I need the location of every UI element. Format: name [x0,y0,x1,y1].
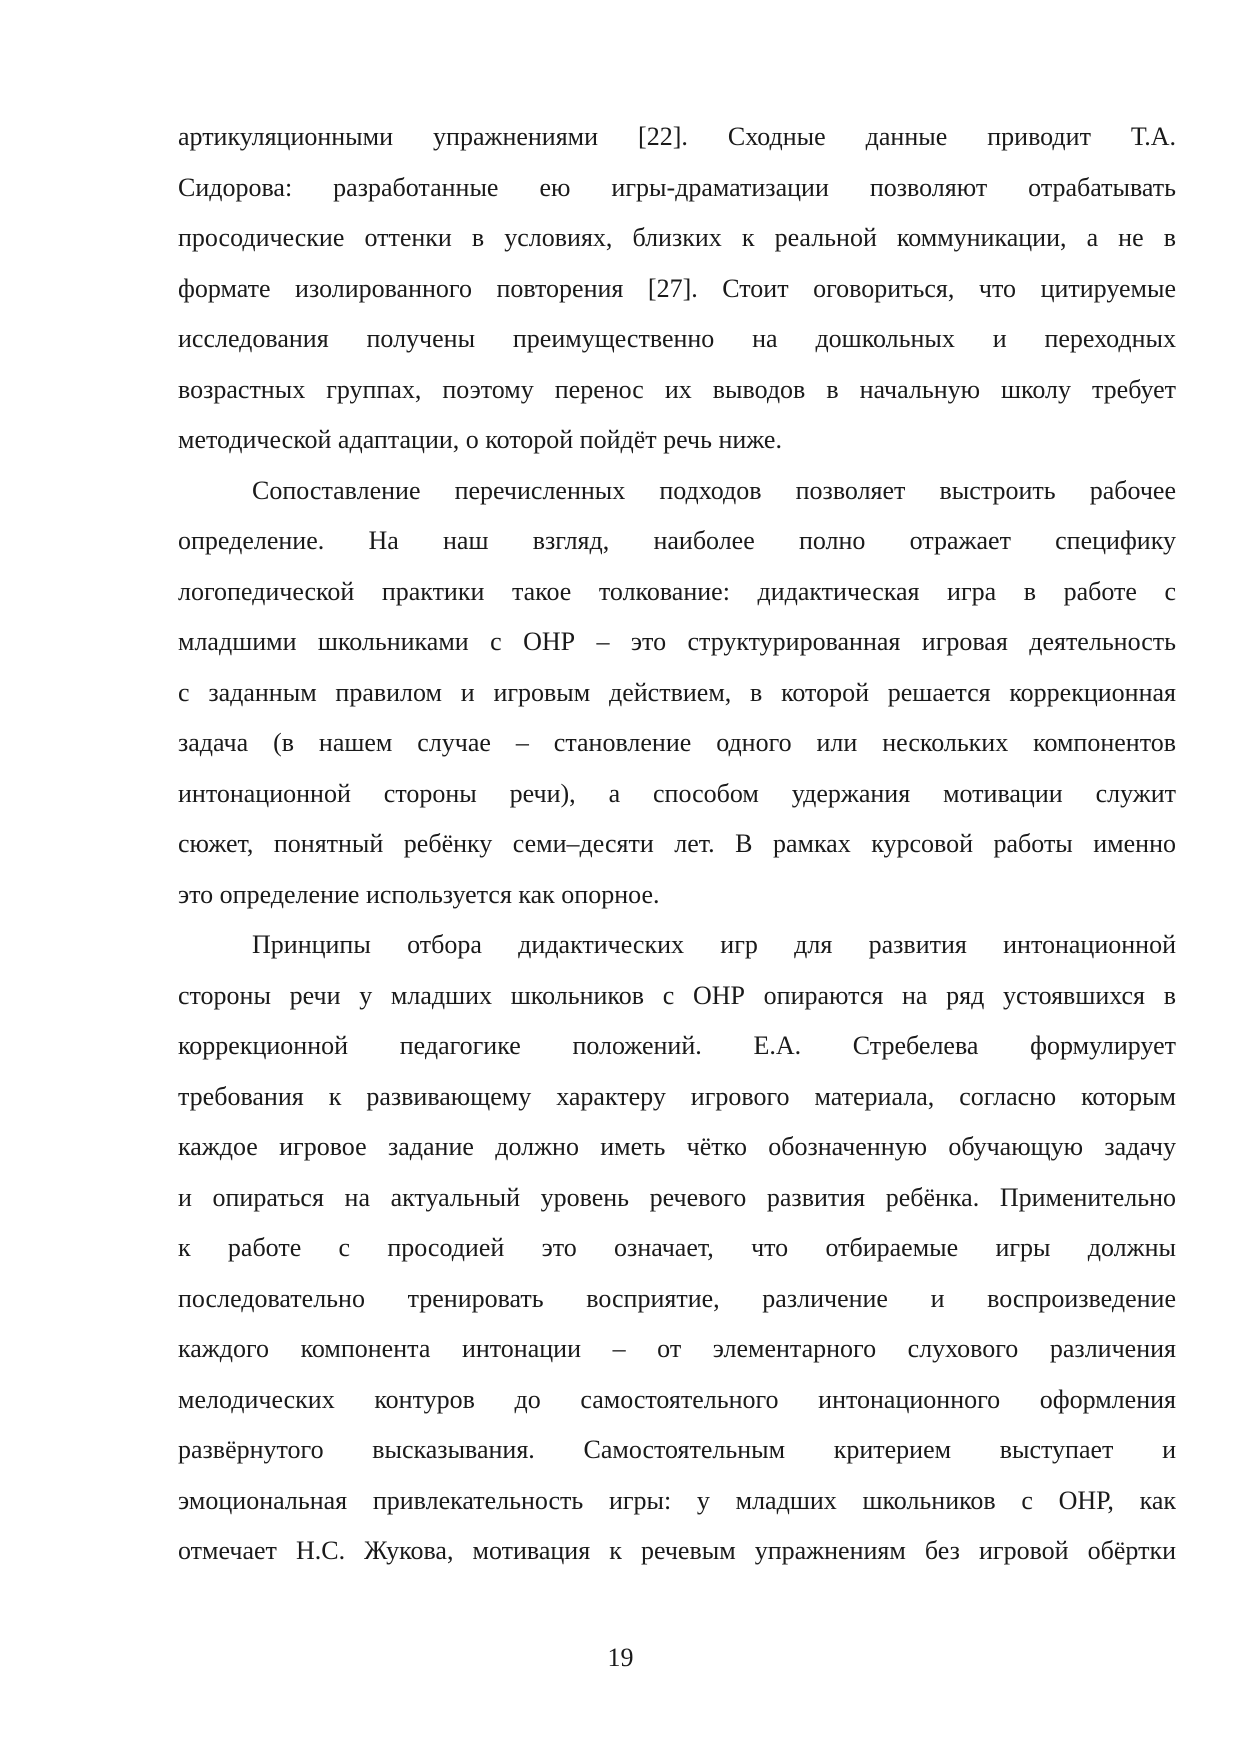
text-line: определение. На наш взгляд, наиболее полно отражает специфику [178,526,1176,555]
text-line: младшими школьниками с ОНР – это структурированная игровая деятельность [178,627,1176,656]
text-line: задача (в нашем случае – становление одного или нескольких компонентов [178,728,1176,757]
text-line: каждое игровое задание должно иметь чётко обозначенную обучающую задачу [178,1132,1176,1161]
text-line: артикуляционными упражнениями [22]. Сходные данные приводит Т.А. [178,122,1176,151]
text-line: стороны речи у младших школьников с ОНР опираются на ряд устоявшихся в [178,980,1176,1010]
text-line: развёрнутого высказывания. Самостоятельным критерием выступает и [178,1435,1176,1464]
text-line: и опираться на актуальный уровень речевого развития ребёнка. Применительно [178,1182,1176,1212]
page-body [178,112,1176,1577]
paragraph-2 [178,466,1176,921]
text-line: последовательно тренировать восприятие, различение и воспроизведение [178,1283,1176,1313]
text-line: возрастных группах, поэтому перенос их выводов в начальную школу требует [178,374,1176,404]
text-line: формате изолированного повторения [27]. Стоит оговориться, что цитируемые [178,273,1176,303]
text-line: Принципы отбора дидактических игр для развития интонационной [252,930,1176,959]
paragraph-1 [178,112,1176,466]
text-line: каждого компонента интонации – от элементарного слухового различения [178,1334,1176,1363]
text-line: эмоциональная привлекательность игры: у младших школьников с ОНР, как [178,1485,1176,1515]
text-line: коррекционной педагогике положений. Е.А. Стребелева формулирует [178,1031,1176,1060]
text-line: мелодических контуров до самостоятельного интонационного оформления [178,1384,1176,1414]
text-line: логопедической практики такое толкование: дидактическая игра в работе с [178,576,1176,606]
text-line: требования к развивающему характеру игрового материала, согласно которым [178,1081,1176,1111]
text-line: отмечает Н.С. Жукова, мотивация к речевым упражнениям без игровой обёртки [178,1536,1176,1565]
text-line: Сопоставление перечисленных подходов позволяет выстроить рабочее [252,475,1176,505]
text-line: исследования получены преимущественно на дошкольных и переходных [178,324,1176,353]
text-line: просодические оттенки в условиях, близких к реальной коммуникации, а не в [178,223,1176,252]
page-number: 19 [607,1643,634,1672]
text-line: сюжет, понятный ребёнку семи–десяти лет. В рамках курсовой работы именно [178,829,1176,858]
paragraph-3 [178,920,1176,1577]
text-line: Сидорова: разработанные ею игры-драматизации позволяют отрабатывать [178,172,1176,202]
text-line: это определение используется как опорное. [178,879,660,909]
text-line: интонационной стороны речи), а способом удержания мотивации служит [178,778,1176,808]
text-line: с заданным правилом и игровым действием, в которой решается коррекционная [178,677,1176,707]
text-line: методической адаптации, о которой пойдёт речь ниже. [178,425,782,454]
text-line: к работе с просодией это означает, что отбираемые игры должны [178,1233,1176,1262]
